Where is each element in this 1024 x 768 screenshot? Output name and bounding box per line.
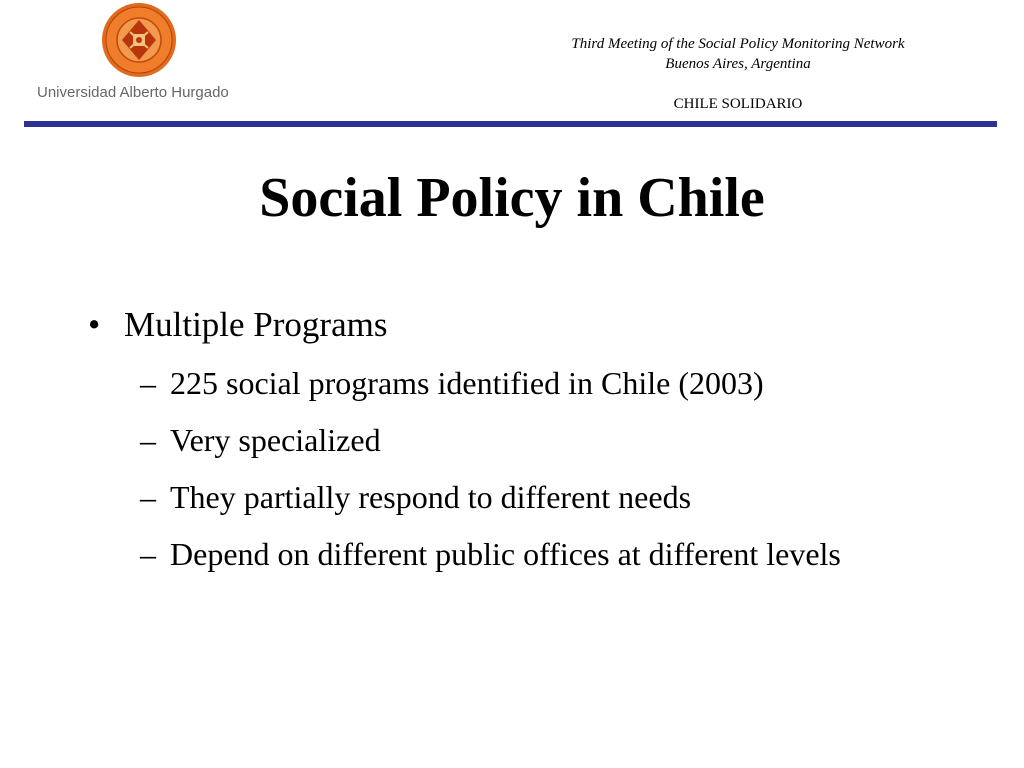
program-name: CHILE SOLIDARIO <box>673 96 803 112</box>
sub-bullet-item <box>140 474 930 520</box>
dash-marker: – <box>140 365 156 401</box>
sub-bullet-item <box>140 531 930 577</box>
dash-marker: – <box>140 422 156 458</box>
meeting-title: Third Meeting of the Social Policy Monitoring Network <box>571 36 905 52</box>
sub-bullet-item <box>140 360 930 406</box>
sub-bullet-item <box>140 417 930 463</box>
meeting-info <box>480 34 996 74</box>
bullet-item <box>88 300 387 350</box>
bullet-marker: • <box>88 305 101 344</box>
dash-marker: – <box>140 479 156 515</box>
sub-bullet-text: They partially respond to different needs <box>170 479 692 515</box>
header-divider <box>24 121 997 127</box>
university-seal-logo <box>100 2 178 78</box>
sub-bullet-text: Depend on different public offices at different levels <box>170 536 841 572</box>
slide-title: Social Policy in Chile <box>259 167 765 229</box>
university-name: Universidad Alberto Hurgado <box>37 84 229 101</box>
sub-bullet-text: 225 social programs identified in Chile (2003) <box>170 365 764 401</box>
bullet-text: Multiple Programs <box>124 305 388 344</box>
meeting-location: Buenos Aires, Argentina <box>665 56 811 72</box>
sub-bullet-text: Very specialized <box>170 422 381 458</box>
dash-marker: – <box>140 536 156 572</box>
